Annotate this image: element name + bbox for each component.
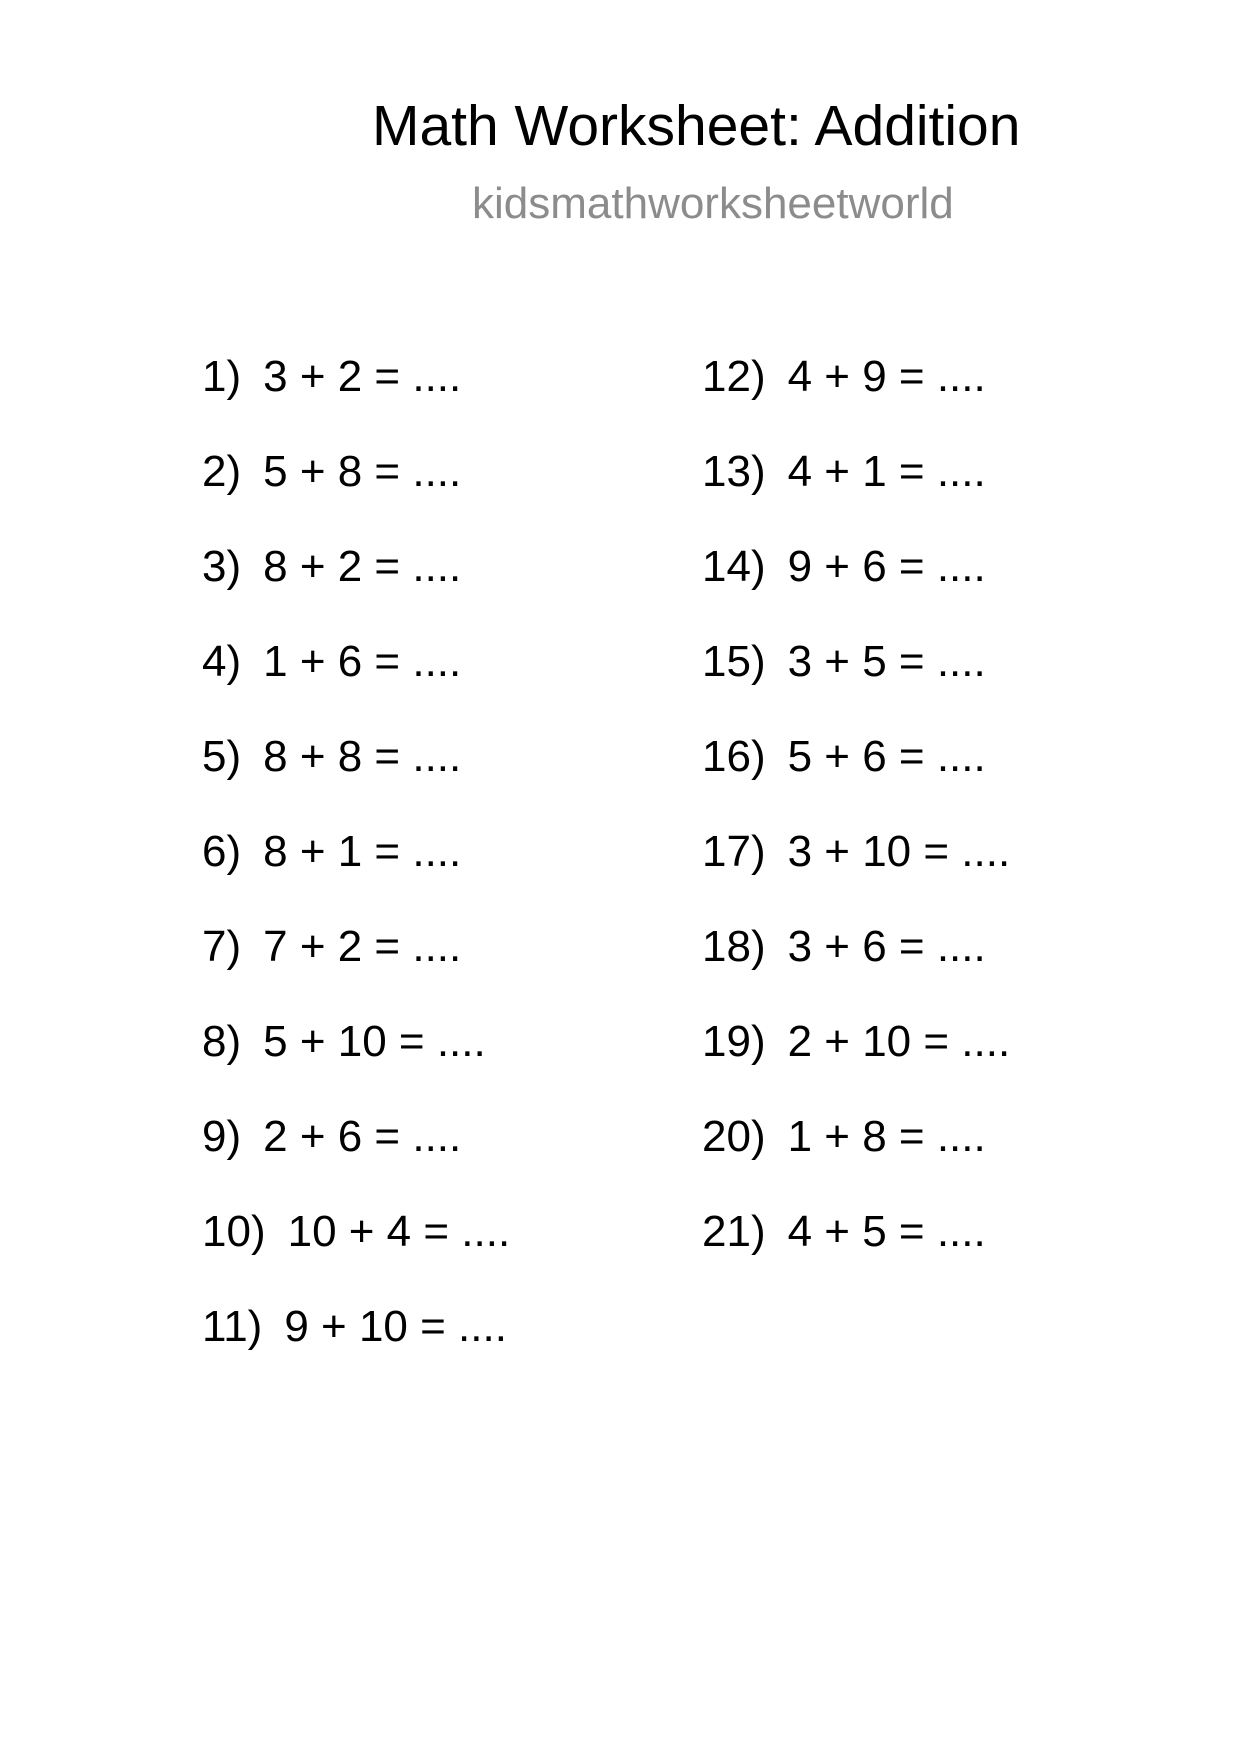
- problem-number: 7): [202, 922, 242, 971]
- problem-number: 16): [702, 732, 766, 781]
- right-problem-column: [702, 352, 1011, 1305]
- problem-expression: 4 + 1 = ....: [787, 447, 986, 496]
- problem-expression: 8 + 1 = ....: [263, 827, 462, 876]
- problem-item: [702, 352, 1010, 450]
- problem-item: [202, 1017, 510, 1115]
- problem-expression: 9 + 10 = ....: [284, 1302, 507, 1351]
- problem-expression: 2 + 10 = ....: [787, 1017, 1011, 1066]
- problem-number: 4): [202, 637, 242, 686]
- problem-expression: 3 + 10 = ....: [787, 827, 1011, 876]
- problem-expression: 4 + 9 = ....: [787, 352, 986, 401]
- problem-number: 11): [202, 1302, 263, 1351]
- problem-item: [202, 1207, 511, 1305]
- problem-item: [702, 732, 1010, 830]
- problem-expression: 5 + 10 = ....: [263, 1017, 486, 1066]
- problem-item: [202, 732, 510, 830]
- problem-expression: 7 + 2 = ....: [263, 922, 462, 971]
- problem-number: 15): [702, 637, 766, 686]
- problem-expression: 10 + 4 = ....: [287, 1207, 511, 1256]
- problem-item: [702, 637, 1010, 735]
- problem-expression: 4 + 5 = ....: [787, 1207, 986, 1256]
- problem-number: 20): [702, 1112, 766, 1161]
- problem-number: 13): [702, 447, 766, 496]
- problem-item: [202, 637, 510, 735]
- problem-number: 17): [702, 827, 766, 876]
- problem-expression: 9 + 6 = ....: [787, 542, 986, 591]
- problem-item: [702, 922, 1010, 1020]
- problem-item: [202, 1302, 510, 1400]
- problem-expression: 1 + 6 = ....: [263, 637, 462, 686]
- problem-number: 21): [702, 1207, 766, 1256]
- problem-number: 10): [202, 1207, 266, 1256]
- problem-item: [202, 1112, 510, 1210]
- problem-item: [202, 922, 510, 1020]
- problem-number: 19): [702, 1017, 766, 1066]
- worksheet-title: Math Worksheet: Addition: [372, 94, 1021, 158]
- problem-item: [202, 447, 510, 545]
- problem-number: 18): [702, 922, 766, 971]
- problem-number: 1): [202, 352, 242, 401]
- problem-number: 2): [202, 447, 242, 496]
- problem-number: 14): [702, 542, 766, 591]
- problem-item: [202, 542, 510, 640]
- problem-expression: 3 + 2 = ....: [263, 352, 462, 401]
- problem-item: [702, 1207, 1010, 1305]
- problem-number: 8): [202, 1017, 242, 1066]
- problem-number: 6): [202, 827, 242, 876]
- problem-item: [702, 542, 1010, 640]
- problem-number: 9): [202, 1112, 242, 1161]
- problem-expression: 2 + 6 = ....: [263, 1112, 462, 1161]
- problem-expression: 1 + 8 = ....: [787, 1112, 986, 1161]
- problem-item: [702, 827, 1011, 925]
- problem-expression: 5 + 8 = ....: [263, 447, 462, 496]
- problem-expression: 3 + 6 = ....: [787, 922, 986, 971]
- problem-item: [702, 447, 1010, 545]
- problem-expression: 8 + 2 = ....: [263, 542, 462, 591]
- worksheet-subtitle: kidsmathworksheetworld: [472, 179, 954, 228]
- problem-expression: 3 + 5 = ....: [787, 637, 986, 686]
- problem-number: 5): [202, 732, 242, 781]
- problem-item: [202, 352, 510, 450]
- left-problem-column: [202, 352, 511, 1400]
- problem-expression: 5 + 6 = ....: [787, 732, 986, 781]
- problem-item: [702, 1112, 1010, 1210]
- problem-expression: 8 + 8 = ....: [263, 732, 462, 781]
- problem-item: [702, 1017, 1011, 1115]
- problem-number: 12): [702, 352, 766, 401]
- problem-item: [202, 827, 510, 925]
- problem-number: 3): [202, 542, 242, 591]
